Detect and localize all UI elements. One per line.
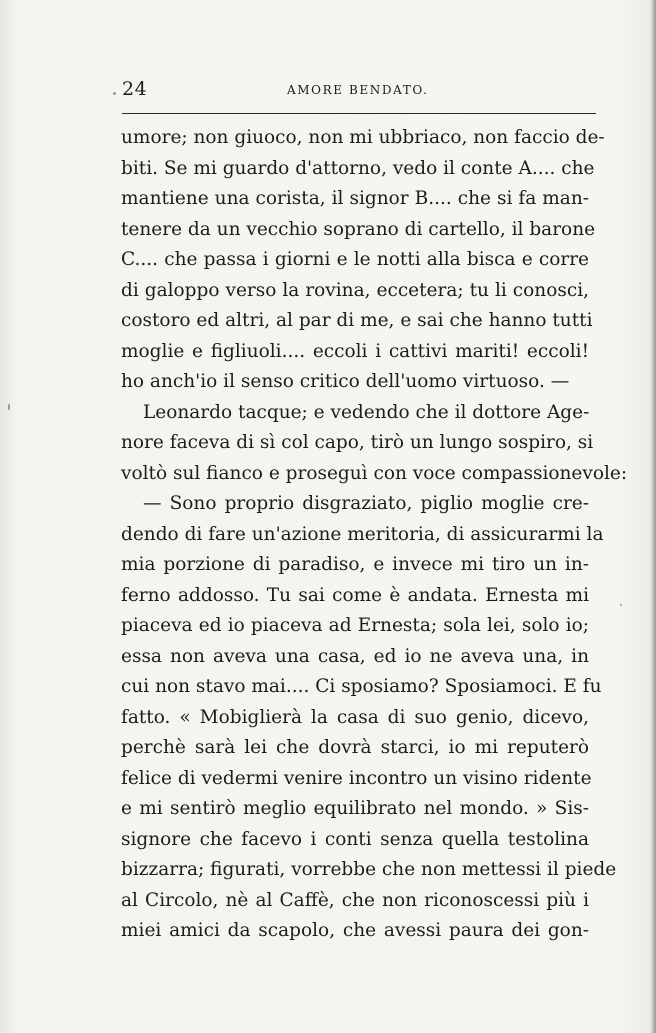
text-line: costoro ed altri, al par di me, e sai che hanno tutti (121, 310, 593, 331)
text-line: di galoppo verso la rovina, eccetera; tu li conosci, (121, 279, 589, 301)
text-line: felice di vedermi venire incontro un visino ridente (121, 767, 592, 789)
text-line: nore faceva di sì col capo, tirò un lungo sospiro, si (121, 432, 594, 453)
text-line: e mi sentirò meglio equilibrato nel mondo. » Sis- (121, 798, 589, 819)
text-line: bizzarra; figurati, vorrebbe che non mettessi il piede (121, 859, 617, 880)
text-line: ho anch'io il senso critico dell'uomo virtuoso. — (121, 371, 570, 392)
running-title: AMORE BENDATO. (287, 83, 429, 97)
text-line: tenere da un vecchio soprano di cartello, il barone (121, 218, 596, 240)
text-line: mantiene una corista, il signor B.... che si fa man- (121, 188, 589, 209)
text-line: signore che facevo i conti senza quella testolina (121, 828, 589, 850)
body-text (121, 123, 628, 947)
text-line: umore; non giuoco, non mi ubbriaco, non faccio de- (121, 127, 605, 148)
text-line: Leonardo tacque; e vedendo che il dottore Age- (143, 401, 590, 423)
running-head (122, 78, 596, 104)
text-line: biti. Se mi guardo d'attorno, vedo il conte A.... che (121, 157, 595, 179)
header-rule (122, 113, 596, 114)
paper-speck (113, 92, 116, 95)
page-edge-shadow (650, 0, 656, 1033)
text-line: al Circolo, nè al Caffè, che non riconoscessi più i (121, 889, 589, 911)
text-line: C.... che passa i giorni e le notti alla bisca e corre (121, 249, 589, 270)
paper-speck (620, 604, 622, 606)
text-line: perchè sarà lei che dovrà starci, io mi reputerò (121, 737, 589, 758)
text-line: — Sono proprio disgraziato, piglio moglie cre- (143, 493, 589, 514)
text-line: essa non aveva una casa, ed io ne aveva una, in (121, 645, 589, 667)
text-line: fatto. « Mobiglierà la casa di suo genio, dicevo, (121, 706, 589, 728)
text-line: miei amici da scapolo, che avessi paura dei gon- (121, 920, 589, 941)
text-line: moglie e figliuoli.... eccoli i cattivi mariti! eccoli! (121, 340, 589, 362)
text-line: mia porzione di paradiso, e invece mi tiro un in- (121, 554, 589, 575)
text-line: piaceva ed io piaceva ad Ernesta; sola lei, solo io; (121, 615, 589, 636)
page-number: 24 (122, 78, 148, 100)
paper-speck (8, 404, 10, 410)
text-line: cui non stavo mai.... Ci sposiamo? Sposiamoci. E fu (121, 676, 602, 697)
text-line: voltò sul fianco e proseguì con voce compassionevole: (121, 462, 628, 484)
text-line: ferno addosso. Tu sai come è andata. Ernesta mi (121, 584, 589, 606)
text-line: dendo di fare un'azione meritoria, di assicurarmi la (121, 523, 604, 545)
